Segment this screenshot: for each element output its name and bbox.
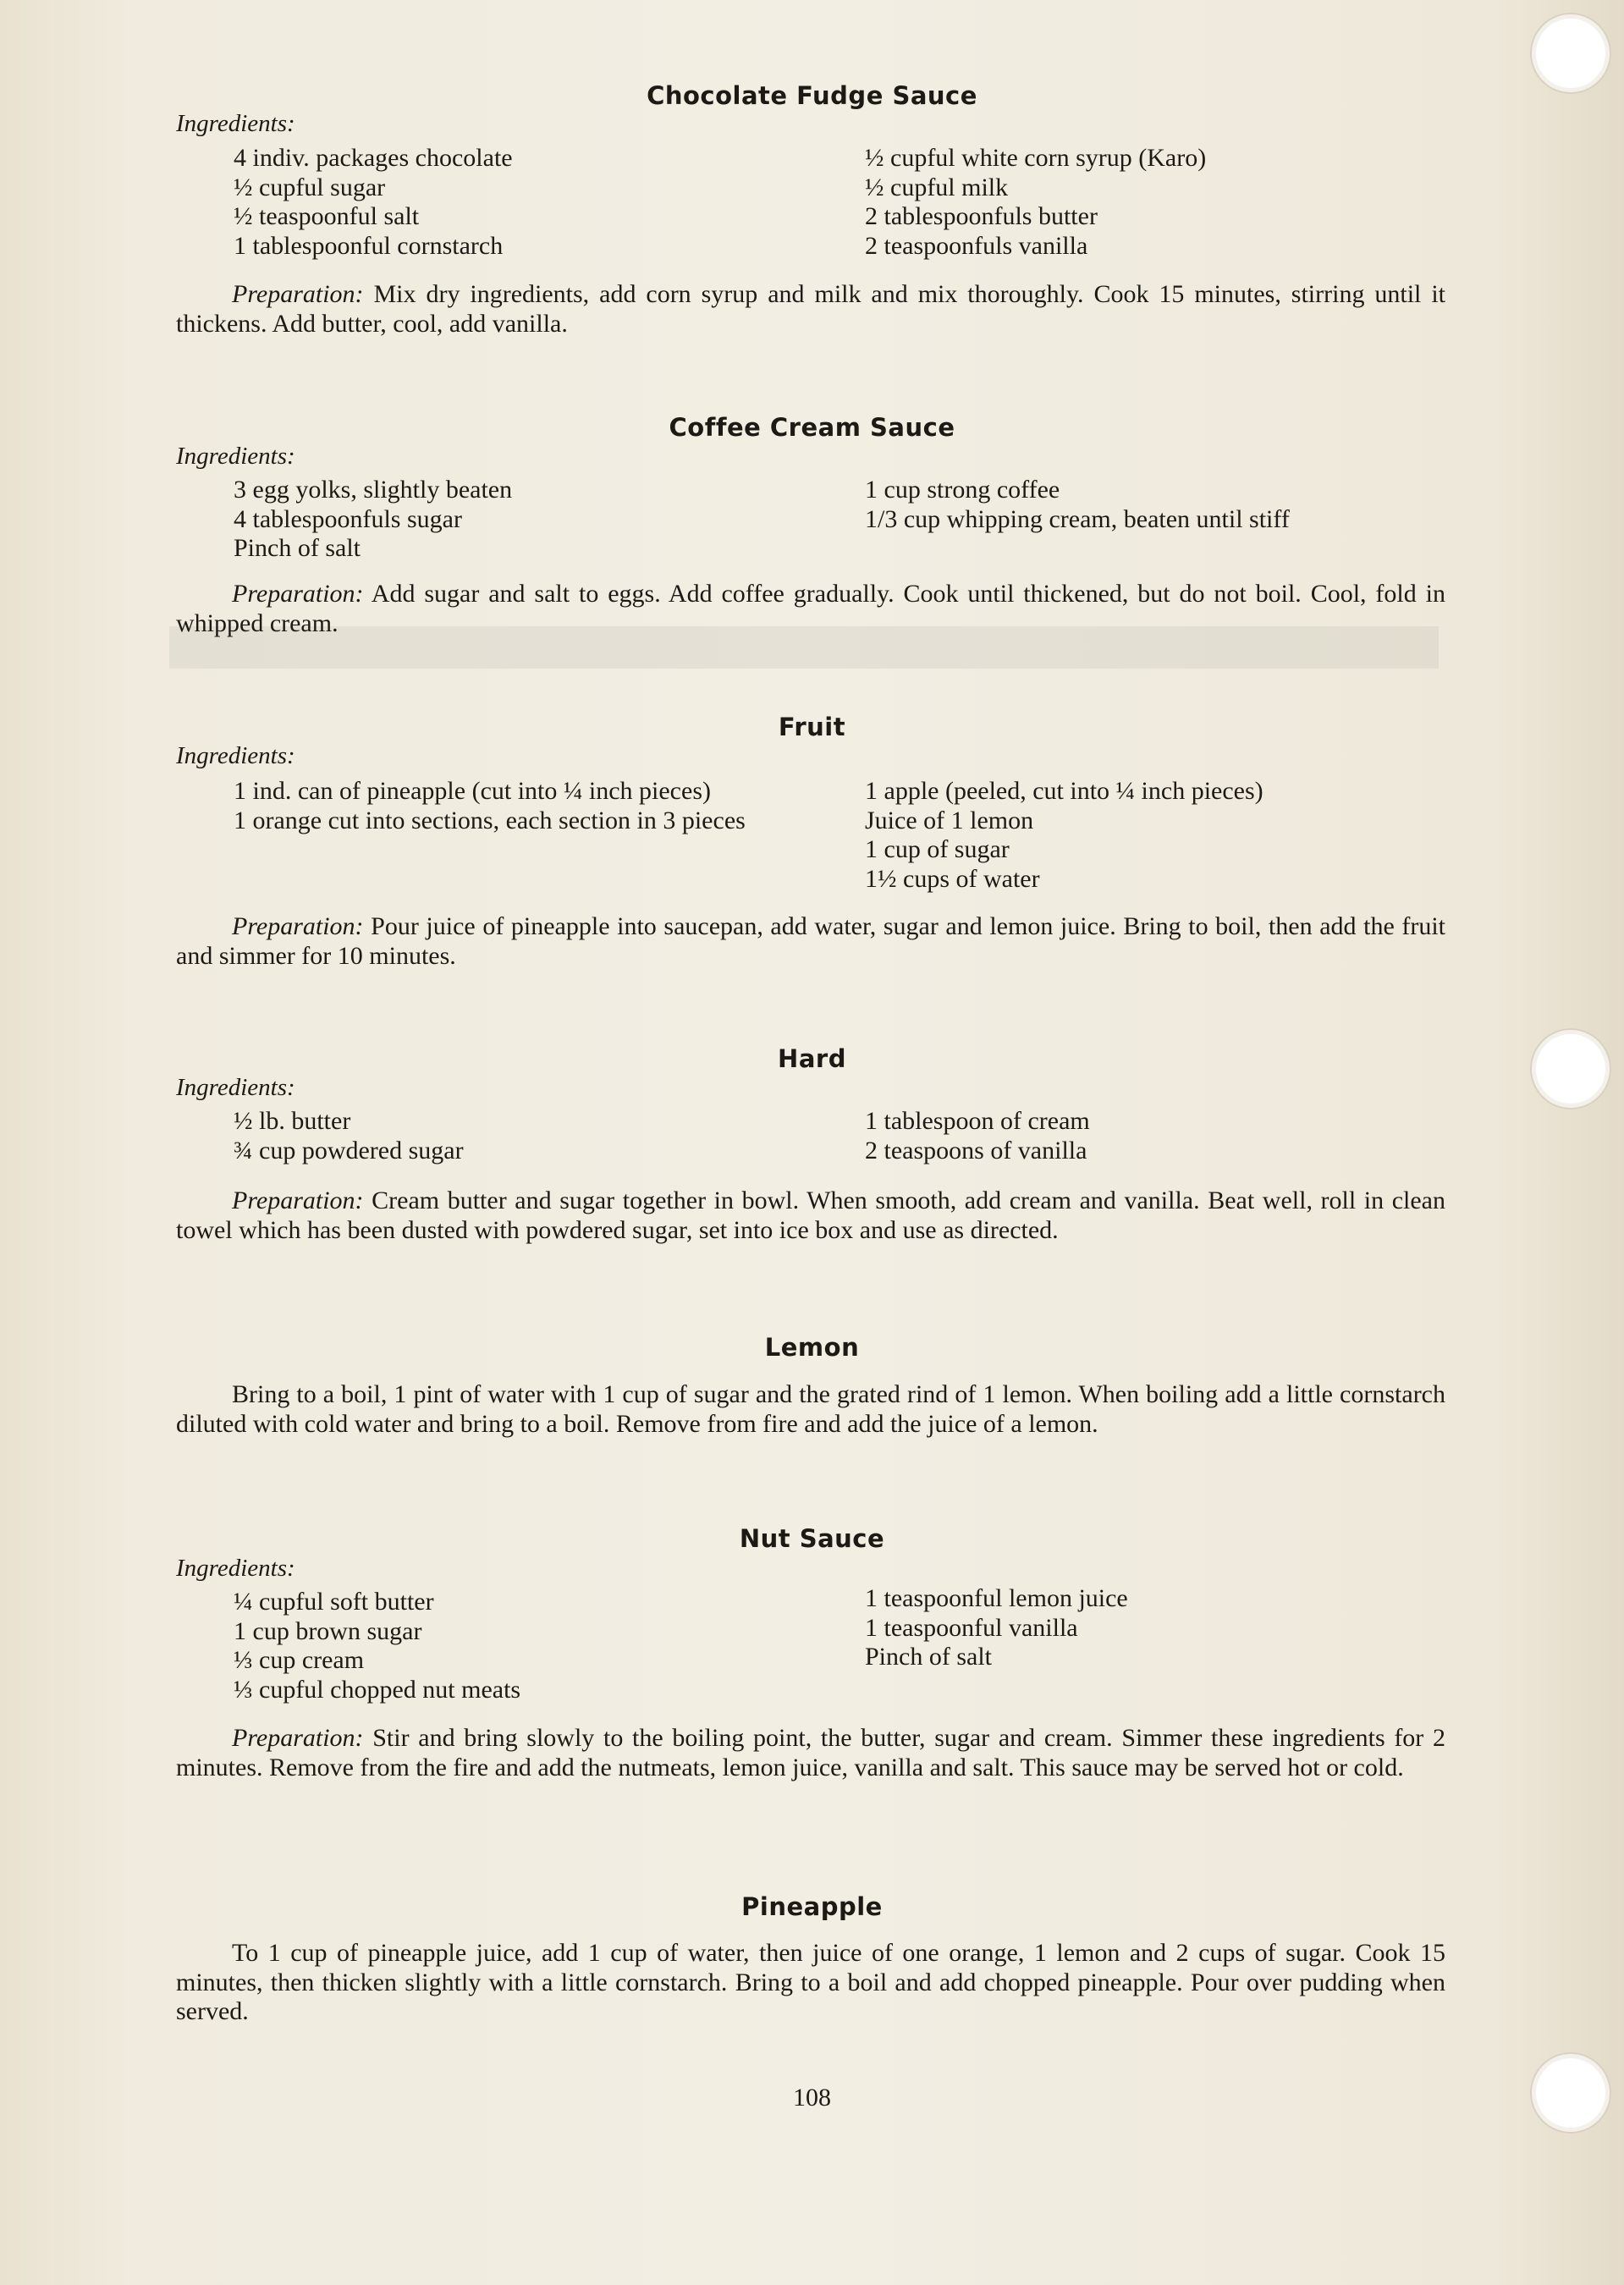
ingredient: ¼ cupful soft butter — [234, 1588, 434, 1616]
ingredients-left-column — [234, 1588, 818, 1704]
preparation-paragraph — [176, 1724, 1445, 1782]
recipe-title: Chocolate Fudge Sauce — [647, 81, 977, 110]
preparation-label: Preparation: — [232, 912, 364, 940]
ingredient: 1 cup of sugar — [865, 835, 1010, 863]
recipe-title: Coffee Cream Sauce — [669, 413, 955, 442]
page-number: 108 — [793, 2084, 831, 2112]
ingredient: 1 teaspoonful lemon juice — [865, 1584, 1128, 1612]
preparation-label: Preparation: — [232, 1187, 364, 1214]
ingredient: 1 cup strong coffee — [865, 476, 1060, 504]
ingredients-right-column — [865, 777, 1449, 894]
ingredients-label: Ingredients: — [176, 1555, 295, 1582]
ingredients-right-column — [865, 1107, 1449, 1165]
ingredient: 1/3 cup whipping cream, beaten until stiff — [865, 504, 1290, 533]
preparation-label: Preparation: — [232, 580, 364, 608]
ingredient: 1 teaspoonful vanilla — [865, 1613, 1078, 1642]
ingredient: Pinch of salt — [865, 1643, 992, 1671]
ingredient: ½ teaspoonful salt — [234, 202, 420, 230]
preparation-paragraph — [176, 280, 1445, 339]
ingredients-left-column — [234, 144, 818, 261]
ingredient: 3 egg yolks, slightly beaten — [234, 476, 513, 504]
ingredient: Pinch of salt — [234, 534, 361, 562]
ingredients-left-column — [234, 777, 818, 835]
recipe-title: Nut Sauce — [739, 1524, 885, 1553]
ingredients-label: Ingredients: — [176, 742, 295, 769]
ingredients-left-column — [234, 1107, 818, 1165]
ingredient: ¾ cup powdered sugar — [234, 1136, 464, 1165]
preparation-text: Add sugar and salt to eggs. Add coffee gradually. Cook until thickened, but do not boil. Cool, fold in whipped cream. — [176, 580, 1445, 637]
ingredient: 1 tablespoon of cream — [865, 1107, 1090, 1135]
ingredients-left-column — [234, 476, 818, 564]
ingredient: ½ lb. butter — [234, 1107, 351, 1135]
ingredient: 2 teaspoonfuls vanilla — [865, 231, 1088, 260]
recipe-title: Lemon — [764, 1333, 860, 1362]
ingredients-right-column — [865, 476, 1449, 534]
ingredient: 1 tablespoonful cornstarch — [234, 231, 504, 260]
preparation-text: Mix dry ingredients, add corn syrup and milk and mix thoroughly. Cook 15 minutes, stirring until it thickens. Add butter, cool, add vanilla. — [176, 280, 1446, 338]
ingredient: 2 tablespoonfuls butter — [865, 202, 1098, 230]
ingredient: ⅓ cupful chopped nut meats — [234, 1675, 521, 1704]
ingredients-right-column — [865, 1584, 1449, 1672]
preparation-paragraph — [176, 1187, 1445, 1245]
preparation-paragraph — [176, 580, 1445, 638]
preparation-label: Preparation: — [232, 280, 364, 308]
preparation-text: Stir and bring slowly to the boiling point, the butter, sugar and cream. Simmer these ingredients for 2 minutes. Remove from the fire and add the nutmeats, lemon juice, vanilla and salt. This sauce may be served hot or cold. — [176, 1724, 1445, 1781]
preparation-text: Cream butter and sugar together in bowl. When smooth, add cream and vanilla. Beat well, roll in clean towel which has been dusted with powdered sugar, set into ice box and use as directed. — [176, 1187, 1446, 1244]
ingredient: 4 tablespoonfuls sugar — [234, 504, 462, 533]
ingredients-label: Ingredients: — [176, 1074, 295, 1101]
ingredients-label: Ingredients: — [176, 443, 295, 470]
preparation-text: Pour juice of pineapple into saucepan, add water, sugar and lemon juice. Bring to boil, then add the fruit and simmer for 10 minutes. — [176, 912, 1446, 970]
ingredient: Juice of 1 lemon — [865, 806, 1034, 834]
ingredients-right-column — [865, 144, 1449, 261]
ingredient: 1 cup brown sugar — [234, 1616, 422, 1645]
recipe-title: Fruit — [778, 713, 846, 741]
ingredient: 2 teaspoons of vanilla — [865, 1136, 1087, 1165]
ingredient: ½ cupful white corn syrup (Karo) — [865, 144, 1207, 172]
recipe-title: Pineapple — [741, 1892, 883, 1921]
ingredient: 1 apple (peeled, cut into ¼ inch pieces) — [865, 777, 1263, 805]
ingredient: 1 ind. can of pineapple (cut into ¼ inch pieces) — [234, 777, 711, 805]
preparation-paragraph — [176, 912, 1445, 971]
ingredient: ½ cupful milk — [865, 173, 1009, 201]
ingredient: 1 orange cut into sections, each section in 3 pieces — [234, 806, 746, 834]
recipe-text: Bring to a boil, 1 pint of water with 1 cup of sugar and the grated rind of 1 lemon. When boiling add a little cornstarch diluted with cold water and bring to a boil. Remove from fire and add the juice of a lemon. — [176, 1380, 1445, 1438]
recipe-text: To 1 cup of pineapple juice, add 1 cup of water, then juice of one orange, 1 lemon and 2 cups of sugar. Cook 15 minutes, then thicken slightly with a little cornstarch. Bring to a boil and add chopped pineapple. Pour over pudding when served. — [176, 1939, 1445, 2025]
ingredient: 1½ cups of water — [865, 864, 1040, 893]
ingredients-label: Ingredients: — [176, 110, 295, 137]
recipe-title: Hard — [778, 1044, 846, 1073]
preparation-label: Preparation: — [232, 1724, 364, 1752]
ingredient: ⅓ cup cream — [234, 1646, 365, 1674]
ingredient: 4 indiv. packages chocolate — [234, 144, 513, 172]
ingredient: ½ cupful sugar — [234, 173, 386, 201]
